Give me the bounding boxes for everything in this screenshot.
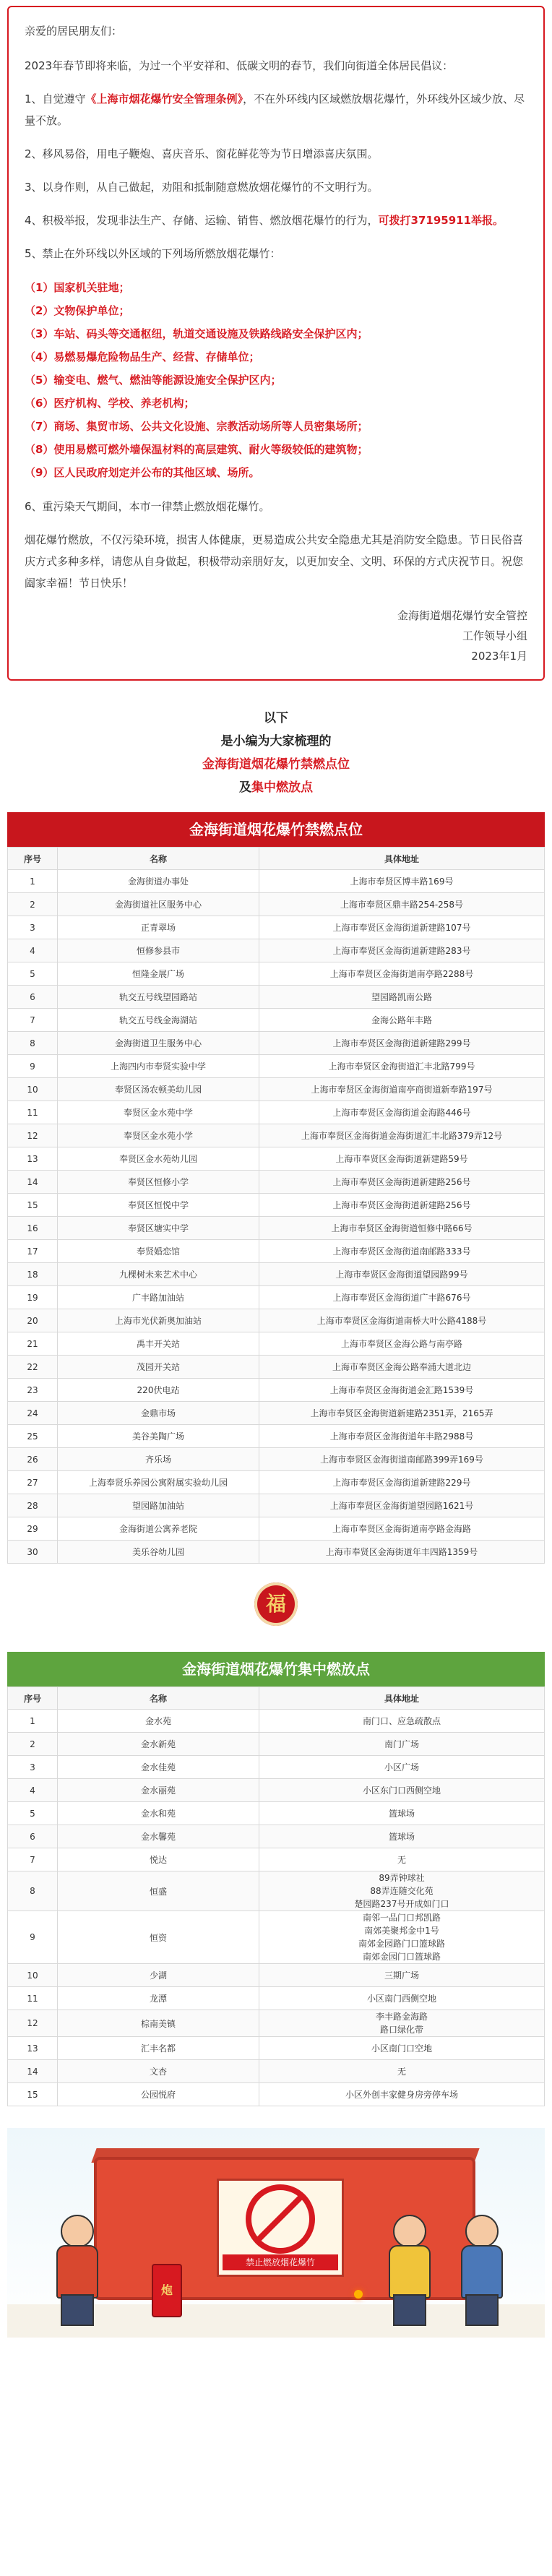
spark-icon [354, 2290, 363, 2299]
prohibited-points-section [7, 812, 545, 1564]
item-1-text: 1、自觉遵守 [25, 92, 86, 105]
place-name: 广丰路加油站 [58, 1286, 259, 1309]
place-address: 上海市奉贤区金海公路与南亭路 [259, 1332, 545, 1356]
intro-line-4-text: 及 [239, 780, 251, 795]
place-name: 金水和苑 [58, 1802, 259, 1825]
greeting: 亲爱的居民朋友们： [25, 25, 123, 38]
table-row [8, 1802, 545, 1825]
table-row [8, 1911, 545, 1964]
place-name: 金海街道办事处 [58, 870, 259, 893]
place-name: 茂园开关站 [58, 1356, 259, 1379]
place-name: 金水苑 [58, 1710, 259, 1733]
person-head [61, 2215, 94, 2248]
person-middle [383, 2215, 434, 2323]
row-number: 25 [8, 1425, 58, 1448]
page [0, 6, 552, 2338]
table-row [8, 1871, 545, 1911]
place-address: 上海市奉贤区金海街道恒修中路66号 [259, 1217, 545, 1240]
place-address: 上海市奉贤区金海街道新建路256号 [259, 1194, 545, 1217]
table-row [8, 1987, 545, 2010]
place-address: 上海市奉贤区金海街道新建路229号 [259, 1471, 545, 1494]
table-row [8, 1009, 545, 1032]
item-1 [25, 88, 527, 132]
place-name: 悦达 [58, 1848, 259, 1871]
place-address: 三期广场 [259, 1964, 545, 1987]
place-name: 九棵树未来艺术中心 [58, 1263, 259, 1286]
place-name: 少湖 [58, 1964, 259, 1987]
place-name: 禹丰开关站 [58, 1332, 259, 1356]
place-address: 上海市奉贤区鼎丰路254-258号 [259, 893, 545, 916]
person-legs [393, 2294, 426, 2326]
signature-date: 2023年1月 [471, 650, 527, 663]
row-number: 12 [8, 1124, 58, 1147]
item-1-rest: ，不在外环线内区域燃放烟花爆竹，外环线外区域少放、尽量不放。 [25, 92, 525, 127]
prohibited-place: （4）易燃易爆危险物品生产、经营、存储单位； [25, 350, 260, 363]
row-number: 6 [8, 986, 58, 1009]
signature [25, 606, 527, 666]
prohibited-place: （2）文物保护单位； [25, 304, 130, 317]
place-address: 上海市奉贤区金海街道南桥大叶公路4188号 [259, 1309, 545, 1332]
column-header: 具体地址 [259, 1687, 545, 1710]
row-number: 6 [8, 1825, 58, 1848]
row-number: 12 [8, 2010, 58, 2037]
place-address: 上海市奉贤区金海公路奉浦大道北边 [259, 1356, 545, 1379]
place-address: 南门广场 [259, 1733, 545, 1756]
row-number: 9 [8, 1911, 58, 1964]
table-row [8, 1471, 545, 1494]
intro-block [0, 707, 552, 799]
person-body [56, 2245, 98, 2299]
row-number: 5 [8, 1802, 58, 1825]
place-name: 金海街道社区服务中心 [58, 893, 259, 916]
person-head [465, 2215, 499, 2248]
place-address: 金海公路年丰路 [259, 1009, 545, 1032]
row-number: 14 [8, 1171, 58, 1194]
fu-emblem: 福 [254, 1582, 298, 1626]
table-row [8, 2060, 545, 2083]
row-number: 4 [8, 1779, 58, 1802]
place-address: 89弄钟球社 88弄连随交化苑 楚园路237号开成如门口 [259, 1871, 545, 1911]
place-name: 美乐谷幼儿园 [58, 1541, 259, 1564]
table-row [8, 1217, 545, 1240]
row-number: 8 [8, 1871, 58, 1911]
table-row [8, 1101, 545, 1124]
prohibited-place: （3）车站、码头等交通枢纽，轨道交通设施及铁路线路安全保护区内； [25, 327, 368, 340]
row-number: 20 [8, 1309, 58, 1332]
place-name: 金海街道公寓养老院 [58, 1517, 259, 1541]
place-address: 小区外创丰家健身房旁停车场 [259, 2083, 545, 2106]
table-row [8, 1171, 545, 1194]
place-address: 上海市奉贤区金海街道金汇路1539号 [259, 1379, 545, 1402]
no-fireworks-illustration [7, 2128, 545, 2338]
row-number: 10 [8, 1964, 58, 1987]
place-address: 小区东门口西侧空地 [259, 1779, 545, 1802]
no-fireworks-icon [246, 2184, 315, 2254]
intro-line-4 [0, 776, 552, 799]
place-name: 奉贤区金水苑小学 [58, 1124, 259, 1147]
place-address: 上海市奉贤区金海街道望园路1621号 [259, 1494, 545, 1517]
place-address: 上海市奉贤区金海街道汇丰北路799号 [259, 1055, 545, 1078]
row-number: 15 [8, 2083, 58, 2106]
row-number: 5 [8, 962, 58, 986]
row-number: 4 [8, 939, 58, 962]
divider [0, 1582, 552, 1633]
prohibited-place: （6）医疗机构、学校、养老机构； [25, 397, 195, 410]
place-address: 上海市奉贤区金海街道南亭路金海路 [259, 1517, 545, 1541]
table-body [8, 870, 545, 1564]
place-name: 文杏 [58, 2060, 259, 2083]
place-name: 轨交五号线金海湖站 [58, 1009, 259, 1032]
row-number: 16 [8, 1217, 58, 1240]
place-name: 奉贤区金水苑中学 [58, 1101, 259, 1124]
place-address: 上海市奉贤区金海街道南邮路333号 [259, 1240, 545, 1263]
place-name: 金水馨苑 [58, 1825, 259, 1848]
place-name: 轨交五号线望园路站 [58, 986, 259, 1009]
table-row [8, 2083, 545, 2106]
place-address: 上海市奉贤区金海街道新建路299号 [259, 1032, 545, 1055]
row-number: 11 [8, 1101, 58, 1124]
place-name: 220伏电站 [58, 1379, 259, 1402]
row-number: 27 [8, 1471, 58, 1494]
place-address: 南门口、应急疏散点 [259, 1710, 545, 1733]
table-row [8, 1848, 545, 1871]
intro-line-4-highlight: 集中燃放点 [251, 780, 313, 795]
place-name: 金水佳苑 [58, 1756, 259, 1779]
place-name: 奉贤婚恋馆 [58, 1240, 259, 1263]
person-body [389, 2245, 431, 2299]
prohibited-place: （7）商场、集贸市场、公共文化设施、宗教活动场所等人员密集场所； [25, 420, 368, 433]
table-row [8, 1332, 545, 1356]
person-legs [61, 2294, 94, 2326]
place-name: 汇丰名都 [58, 2037, 259, 2060]
table-row [8, 1756, 545, 1779]
place-name: 金水新苑 [58, 1733, 259, 1756]
signature-org: 金海街道烟花爆竹安全管控 [397, 609, 527, 622]
place-name: 金鼎市场 [58, 1402, 259, 1425]
table-row [8, 2010, 545, 2037]
row-number: 7 [8, 1009, 58, 1032]
place-address: 上海市奉贤区金海街道金海街道汇丰北路379弄12号 [259, 1124, 545, 1147]
table-row [8, 916, 545, 939]
place-address: 上海市奉贤区金海街道新建路283号 [259, 939, 545, 962]
place-name: 恒隆金展广场 [58, 962, 259, 986]
row-number: 15 [8, 1194, 58, 1217]
table-row [8, 1147, 545, 1171]
row-number: 1 [8, 870, 58, 893]
place-address: 望园路凯南公路 [259, 986, 545, 1009]
row-number: 7 [8, 1848, 58, 1871]
table-row [8, 962, 545, 986]
concentrated-table-title: 金海街道烟花爆竹集中燃放点 [7, 1652, 545, 1687]
closing-paragraph: 烟花爆竹燃放，不仅污染环境，损害人体健康，更易造成公共安全隐患尤其是消防安全隐患。节日民俗喜庆方式多种多样，请您从自身做起，积极带动亲朋好友，以更加安全、文明、环保的方式庆祝节日。祝您阖家幸福！节日快乐！ [25, 533, 524, 590]
place-name: 正青翠场 [58, 916, 259, 939]
prohibited-place: （9）区人民政府划定并公布的其他区域、场所。 [25, 466, 260, 479]
place-address: 上海市奉贤区金海街道新建路107号 [259, 916, 545, 939]
item-2: 2、移风易俗，用电子鞭炮、喜庆音乐、窗花鲜花等为节日增添喜庆氛围。 [25, 147, 379, 160]
prohibited-points-table [7, 847, 545, 1564]
column-header: 序号 [8, 1687, 58, 1710]
table-row [8, 893, 545, 916]
person-body [461, 2245, 503, 2299]
table-row [8, 1733, 545, 1756]
place-address: 上海市奉贤区金海街道金海路446号 [259, 1101, 545, 1124]
table-row [8, 1448, 545, 1471]
intro-line-1: 以下 [264, 711, 288, 725]
table-row [8, 986, 545, 1009]
place-name: 金海街道卫生服务中心 [58, 1032, 259, 1055]
table-row [8, 1078, 545, 1101]
table-row [8, 1240, 545, 1263]
place-name: 金水丽苑 [58, 1779, 259, 1802]
column-header: 序号 [8, 848, 58, 870]
item-4 [25, 210, 527, 231]
person-right [455, 2215, 506, 2323]
place-name: 上海四内市奉贤实验中学 [58, 1055, 259, 1078]
row-number: 3 [8, 916, 58, 939]
poster-text: 禁止燃放烟花爆竹 [223, 2254, 338, 2270]
row-number: 11 [8, 1987, 58, 2010]
table-row [8, 2037, 545, 2060]
place-address: 上海市奉贤区金海街道广丰路676号 [259, 1286, 545, 1309]
column-header: 名称 [58, 1687, 259, 1710]
table-row [8, 1194, 545, 1217]
proposal-notice [7, 6, 545, 681]
table-row [8, 1494, 545, 1517]
place-address: 上海市奉贤区金海街道年丰四路1359号 [259, 1541, 545, 1564]
table-row [8, 1032, 545, 1055]
row-number: 3 [8, 1756, 58, 1779]
row-number: 14 [8, 2060, 58, 2083]
row-number: 13 [8, 1147, 58, 1171]
table-row [8, 870, 545, 893]
row-number: 22 [8, 1356, 58, 1379]
place-address: 上海市奉贤区金海街道南亭商街道新奉路197号 [259, 1078, 545, 1101]
place-name: 恒盛 [58, 1871, 259, 1911]
table-row [8, 1379, 545, 1402]
item-6: 6、重污染天气期间，本市一律禁止燃放烟花爆竹。 [25, 500, 270, 513]
row-number: 17 [8, 1240, 58, 1263]
row-number: 23 [8, 1379, 58, 1402]
prohibited-places-list [25, 276, 527, 484]
place-address: 上海市奉贤区金海街道南亭路2288号 [259, 962, 545, 986]
row-number: 1 [8, 1710, 58, 1733]
row-number: 26 [8, 1448, 58, 1471]
place-name: 上海奉贤乐养园公寓附属实验幼儿园 [58, 1471, 259, 1494]
row-number: 24 [8, 1402, 58, 1425]
place-name: 上海市光伏新奥加油站 [58, 1309, 259, 1332]
table-row [8, 1964, 545, 1987]
row-number: 30 [8, 1541, 58, 1564]
place-address: 上海市奉贤区金海街道望园路99号 [259, 1263, 545, 1286]
table-body [8, 1710, 545, 2106]
place-name: 奉贤区恒修小学 [58, 1171, 259, 1194]
table-row [8, 1541, 545, 1564]
person-legs [465, 2294, 499, 2326]
table-row [8, 1825, 545, 1848]
law-name: 《上海市烟花爆竹安全管理条例》 [85, 92, 243, 105]
table-row [8, 1309, 545, 1332]
prohibited-place: （1）国家机关驻地； [25, 281, 130, 294]
row-number: 10 [8, 1078, 58, 1101]
place-address: 上海市奉贤区金海街道南邮路399弄169号 [259, 1448, 545, 1471]
row-number: 21 [8, 1332, 58, 1356]
notice-intro: 2023年春节即将来临，为过一个平安祥和、低碳文明的春节，我们向街道全体居民倡议： [25, 59, 454, 72]
table-row [8, 1124, 545, 1147]
place-name: 恒资 [58, 1911, 259, 1964]
intro-line-2: 是小编为大家梳理的 [220, 734, 332, 749]
place-name: 棕南美镇 [58, 2010, 259, 2037]
prohibited-table-title: 金海街道烟花爆竹禁燃点位 [7, 812, 545, 847]
row-number: 19 [8, 1286, 58, 1309]
place-name: 奉贤区金水苑幼儿园 [58, 1147, 259, 1171]
row-number: 2 [8, 1733, 58, 1756]
table-row [8, 1286, 545, 1309]
firecracker-icon: 炮 [152, 2264, 182, 2317]
place-name: 齐乐场 [58, 1448, 259, 1471]
place-address: 无 [259, 2060, 545, 2083]
item-4-text: 4、积极举报，发现非法生产、存储、运输、销售、燃放烟花爆竹的行为， [25, 214, 379, 227]
place-name: 公园悦府 [58, 2083, 259, 2106]
table-row [8, 1710, 545, 1733]
table-row [8, 1402, 545, 1425]
place-address: 小区南门口空地 [259, 2037, 545, 2060]
table-row [8, 1055, 545, 1078]
place-name: 美谷美陶广场 [58, 1425, 259, 1448]
place-address: 小区广场 [259, 1756, 545, 1779]
prohibited-place: （5）输变电、燃气、燃油等能源设施安全保护区内； [25, 374, 282, 387]
row-number: 8 [8, 1032, 58, 1055]
place-name: 奉贤区汤农顿美幼儿园 [58, 1078, 259, 1101]
place-address: 上海市奉贤区金海街道新建路59号 [259, 1147, 545, 1171]
place-name: 恒修参县市 [58, 939, 259, 962]
report-phone: 可拨打37195911举报。 [378, 214, 504, 227]
row-number: 29 [8, 1517, 58, 1541]
column-header: 具体地址 [259, 848, 545, 870]
place-address: 篮球场 [259, 1825, 545, 1848]
row-number: 28 [8, 1494, 58, 1517]
place-name: 龙潭 [58, 1987, 259, 2010]
place-address: 上海市奉贤区博丰路169号 [259, 870, 545, 893]
table-row [8, 1263, 545, 1286]
place-address: 李丰路金海路 路口绿化带 [259, 2010, 545, 2037]
item-5-title: 5、禁止在外环线以外区域的下列场所燃放烟花爆竹： [25, 247, 281, 260]
place-address: 上海市奉贤区金海街道新建路2351弄，2165弄 [259, 1402, 545, 1425]
intro-line-3: 金海街道烟花爆竹禁燃点位 [202, 757, 350, 772]
place-address: 篮球场 [259, 1802, 545, 1825]
person-head [393, 2215, 426, 2248]
place-name: 奉贤区塘实中学 [58, 1217, 259, 1240]
table-row [8, 939, 545, 962]
row-number: 18 [8, 1263, 58, 1286]
place-address: 上海市奉贤区金海街道新建路256号 [259, 1171, 545, 1194]
place-address: 无 [259, 1848, 545, 1871]
place-address: 上海市奉贤区金海街道年丰路2988号 [259, 1425, 545, 1448]
column-header: 名称 [58, 848, 259, 870]
row-number: 9 [8, 1055, 58, 1078]
concentrated-points-table [7, 1687, 545, 2106]
table-row [8, 1517, 545, 1541]
concentrated-points-section [7, 1652, 545, 2106]
place-address: 南邻一品门口邦凯路 南郊美聚邦金中1号 南郊金园路门口篮球路 南郊金园门口篮球路 [259, 1911, 545, 1964]
place-name: 望园路加油站 [58, 1494, 259, 1517]
row-number: 2 [8, 893, 58, 916]
row-number: 13 [8, 2037, 58, 2060]
place-name: 奉贤区恒悦中学 [58, 1194, 259, 1217]
item-3: 3、以身作则，从自己做起，劝阻和抵制随意燃放烟花爆竹的不文明行为。 [25, 181, 379, 194]
table-row [8, 1356, 545, 1379]
signature-group: 工作领导小组 [462, 629, 527, 642]
person-left [51, 2215, 101, 2323]
table-row [8, 1779, 545, 1802]
table-row [8, 1425, 545, 1448]
prohibited-place: （8）使用易燃可燃外墙保温材料的高层建筑、耐火等级较低的建筑物； [25, 443, 368, 456]
place-address: 小区南门西侧空地 [259, 1987, 545, 2010]
